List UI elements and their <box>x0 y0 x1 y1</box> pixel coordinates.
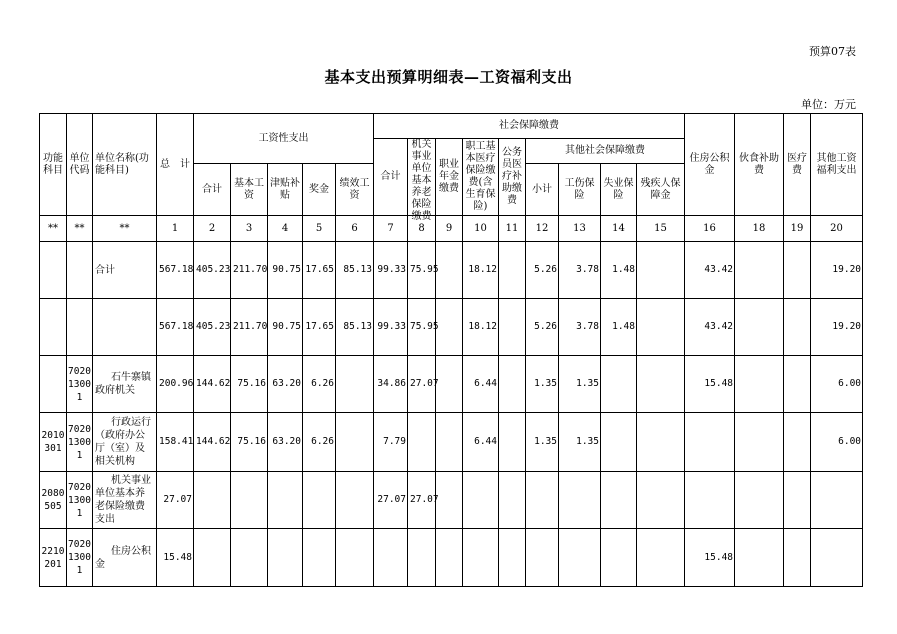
index-cell: 19 <box>784 216 811 242</box>
medical-fee-cell <box>784 299 811 356</box>
form-code: 预算07表 <box>809 45 856 58</box>
housing-cell <box>685 413 735 472</box>
medical-fee-cell <box>784 413 811 472</box>
annuity-cell <box>436 413 463 472</box>
allowance-cell: 90.75 <box>268 242 303 299</box>
injury-cell: 1.35 <box>559 413 601 472</box>
group-wage: 工资性支出 <box>194 114 374 164</box>
other-welfare-cell: 19.20 <box>811 242 863 299</box>
unit-code-cell <box>67 299 93 356</box>
meal-cell <box>735 299 784 356</box>
other-sub-cell <box>526 529 559 587</box>
func-subject-cell: 2210 201 <box>40 529 67 587</box>
index-cell: 18 <box>735 216 784 242</box>
social-sub-cell: 34.86 <box>374 356 408 413</box>
injury-cell: 1.35 <box>559 356 601 413</box>
index-cell: 11 <box>499 216 526 242</box>
pension-cell: 75.95 <box>408 242 436 299</box>
wage-sub-cell <box>194 529 231 587</box>
func-subject-cell: 2010 301 <box>40 413 67 472</box>
col-disability: 残疾人保障金 <box>637 164 685 216</box>
func-subject-cell <box>40 356 67 413</box>
index-cell: 4 <box>268 216 303 242</box>
col-wage-sub: 合计 <box>194 164 231 216</box>
other-welfare-cell: 19.20 <box>811 299 863 356</box>
meal-cell <box>735 413 784 472</box>
index-cell: 16 <box>685 216 735 242</box>
injury-cell: 3.78 <box>559 242 601 299</box>
bonus-cell: 6.26 <box>303 413 336 472</box>
unemployment-cell <box>601 472 637 529</box>
col-func-subject: 功能科目 <box>40 114 67 216</box>
index-cell: ** <box>93 216 157 242</box>
meal-cell <box>735 356 784 413</box>
col-basic-wage: 基本工资 <box>231 164 268 216</box>
table-row <box>40 472 863 529</box>
table-row <box>40 242 863 299</box>
annuity-cell <box>436 356 463 413</box>
total-cell: 27.07 <box>157 472 194 529</box>
index-cell: ** <box>40 216 67 242</box>
housing-cell: 43.42 <box>685 242 735 299</box>
col-pension <box>408 139 436 222</box>
unemployment-cell <box>601 356 637 413</box>
pension-cell: 27.07 <box>408 356 436 413</box>
unemployment-cell: 1.48 <box>601 242 637 299</box>
unemployment-cell <box>601 529 637 587</box>
unit-name-cell: 机关事业单位基本养老保险缴费支出 <box>93 472 157 529</box>
performance-cell <box>336 356 374 413</box>
civil-med-cell <box>499 242 526 299</box>
unit-code-cell: 70201300 1 <box>67 472 93 529</box>
allowance-cell: 63.20 <box>268 413 303 472</box>
unit-code-cell <box>67 242 93 299</box>
index-cell: 3 <box>231 216 268 242</box>
unit-name-cell: 行政运行（政府办公厅（室）及相关机构 <box>93 413 157 472</box>
pension-cell: 75.95 <box>408 299 436 356</box>
col-allowance: 津贴补贴 <box>268 164 303 216</box>
index-cell: 6 <box>336 216 374 242</box>
pension-cell <box>408 413 436 472</box>
annuity-cell <box>436 472 463 529</box>
col-unit-code: 单位代码 <box>67 114 93 216</box>
func-subject-cell <box>40 242 67 299</box>
col-injury: 工伤保险 <box>559 164 601 216</box>
performance-cell <box>336 413 374 472</box>
basic-wage-cell <box>231 472 268 529</box>
civil-med-cell <box>499 472 526 529</box>
wage-sub-cell: 405.23 <box>194 242 231 299</box>
civil-med-cell <box>499 299 526 356</box>
performance-cell: 85.13 <box>336 299 374 356</box>
injury-cell: 3.78 <box>559 299 601 356</box>
housing-cell <box>685 472 735 529</box>
total-cell: 567.18 <box>157 299 194 356</box>
index-cell: 10 <box>463 216 499 242</box>
performance-cell <box>336 529 374 587</box>
unit-name-cell <box>93 299 157 356</box>
unit-code-cell: 70201300 1 <box>67 413 93 472</box>
unit-code-cell: 70201300 1 <box>67 356 93 413</box>
civil-med-cell <box>499 529 526 587</box>
annuity-cell <box>436 299 463 356</box>
table-row <box>40 299 863 356</box>
wage-sub-cell: 144.62 <box>194 356 231 413</box>
other-sub-cell: 5.26 <box>526 299 559 356</box>
meal-cell <box>735 472 784 529</box>
disability-cell <box>637 356 685 413</box>
total-cell: 567.18 <box>157 242 194 299</box>
meal-cell <box>735 242 784 299</box>
unit-name-cell: 合计 <box>93 242 157 299</box>
func-subject-cell: 2080 505 <box>40 472 67 529</box>
total-cell: 158.41 <box>157 413 194 472</box>
other-welfare-cell <box>811 472 863 529</box>
basic-wage-cell: 211.70 <box>231 299 268 356</box>
disability-cell <box>637 242 685 299</box>
col-other-welfare: 其他工资福利支出 <box>811 114 863 216</box>
housing-cell: 15.48 <box>685 529 735 587</box>
index-cell: 15 <box>637 216 685 242</box>
basic-wage-cell: 75.16 <box>231 413 268 472</box>
col-social-sub: 合计 <box>374 139 408 216</box>
other-sub-cell <box>526 472 559 529</box>
other-sub-cell: 1.35 <box>526 413 559 472</box>
basic-wage-cell: 75.16 <box>231 356 268 413</box>
disability-cell <box>637 472 685 529</box>
group-other-social: 其他社会保障缴费 <box>526 139 685 164</box>
col-annuity: 职业年金缴费 <box>436 139 463 216</box>
unit-code-cell: 70201300 1 <box>67 529 93 587</box>
housing-cell: 43.42 <box>685 299 735 356</box>
wage-sub-cell <box>194 472 231 529</box>
index-cell: 2 <box>194 216 231 242</box>
medical-fee-cell <box>784 472 811 529</box>
unemployment-cell: 1.48 <box>601 299 637 356</box>
pension-label: 机关事业单位基本养老保险缴费 <box>411 139 432 222</box>
page-title: 基本支出预算明细表—工资福利支出 <box>324 68 573 86</box>
header-row-1 <box>40 114 863 139</box>
performance-cell <box>336 472 374 529</box>
index-cell: 13 <box>559 216 601 242</box>
other-welfare-cell: 6.00 <box>811 356 863 413</box>
col-meal: 伙食补助费 <box>735 114 784 216</box>
disability-cell <box>637 413 685 472</box>
bonus-cell: 6.26 <box>303 356 336 413</box>
medical-fee-cell <box>784 242 811 299</box>
col-total: 总 计 <box>157 114 194 216</box>
meal-cell <box>735 529 784 587</box>
pension-cell: 27.07 <box>408 472 436 529</box>
index-cell: 12 <box>526 216 559 242</box>
other-sub-cell: 1.35 <box>526 356 559 413</box>
annuity-cell <box>436 529 463 587</box>
bonus-cell <box>303 472 336 529</box>
table-row <box>40 356 863 413</box>
annuity-cell <box>436 242 463 299</box>
allowance-cell <box>268 529 303 587</box>
social-sub-cell: 99.33 <box>374 242 408 299</box>
index-cell: 7 <box>374 216 408 242</box>
bonus-cell: 17.65 <box>303 242 336 299</box>
total-cell: 200.96 <box>157 356 194 413</box>
disability-cell <box>637 529 685 587</box>
col-medical-fee: 医疗费 <box>784 114 811 216</box>
allowance-cell: 90.75 <box>268 299 303 356</box>
index-cell: 8 <box>408 216 436 242</box>
col-unit-name: 单位名称(功能科目) <box>93 114 157 216</box>
wage-welfare-table <box>39 113 863 587</box>
index-row <box>40 216 863 242</box>
bonus-cell <box>303 529 336 587</box>
index-cell: ** <box>67 216 93 242</box>
social-sub-cell <box>374 529 408 587</box>
social-sub-cell: 99.33 <box>374 299 408 356</box>
civil-med-cell <box>499 413 526 472</box>
unit-name-cell: 石牛寨镇政府机关 <box>93 356 157 413</box>
performance-cell: 85.13 <box>336 242 374 299</box>
table-row <box>40 413 863 472</box>
col-other-sub: 小计 <box>526 164 559 216</box>
social-sub-cell: 27.07 <box>374 472 408 529</box>
medical-cell: 6.44 <box>463 356 499 413</box>
index-cell: 9 <box>436 216 463 242</box>
medical-cell: 18.12 <box>463 242 499 299</box>
pension-cell <box>408 529 436 587</box>
social-sub-cell: 7.79 <box>374 413 408 472</box>
wage-sub-cell: 144.62 <box>194 413 231 472</box>
allowance-cell <box>268 472 303 529</box>
col-performance: 绩效工资 <box>336 164 374 216</box>
medical-fee-cell <box>784 529 811 587</box>
basic-wage-cell <box>231 529 268 587</box>
medical-cell: 6.44 <box>463 413 499 472</box>
housing-cell: 15.48 <box>685 356 735 413</box>
other-sub-cell: 5.26 <box>526 242 559 299</box>
bonus-cell: 17.65 <box>303 299 336 356</box>
injury-cell <box>559 472 601 529</box>
col-medical: 职工基本医疗保险缴费(含生育保险) <box>463 139 499 216</box>
col-unemployment: 失业保险 <box>601 164 637 216</box>
injury-cell <box>559 529 601 587</box>
func-subject-cell <box>40 299 67 356</box>
unit-name-cell: 住房公积金 <box>93 529 157 587</box>
total-cell: 15.48 <box>157 529 194 587</box>
civil-med-cell <box>499 356 526 413</box>
wage-sub-cell: 405.23 <box>194 299 231 356</box>
col-civil-med: 公务员医疗补助缴费 <box>499 139 526 216</box>
medical-fee-cell <box>784 356 811 413</box>
index-cell: 14 <box>601 216 637 242</box>
index-cell: 20 <box>811 216 863 242</box>
unit-label: 单位：万元 <box>801 98 856 111</box>
unemployment-cell <box>601 413 637 472</box>
table-row <box>40 529 863 587</box>
medical-cell: 18.12 <box>463 299 499 356</box>
medical-cell <box>463 529 499 587</box>
other-welfare-cell <box>811 529 863 587</box>
other-welfare-cell: 6.00 <box>811 413 863 472</box>
medical-cell <box>463 472 499 529</box>
col-bonus: 奖金 <box>303 164 336 216</box>
col-housing: 住房公积金 <box>685 114 735 216</box>
index-cell: 1 <box>157 216 194 242</box>
disability-cell <box>637 299 685 356</box>
basic-wage-cell: 211.70 <box>231 242 268 299</box>
group-social: 社会保障缴费 <box>374 114 685 139</box>
allowance-cell: 63.20 <box>268 356 303 413</box>
index-cell: 5 <box>303 216 336 242</box>
